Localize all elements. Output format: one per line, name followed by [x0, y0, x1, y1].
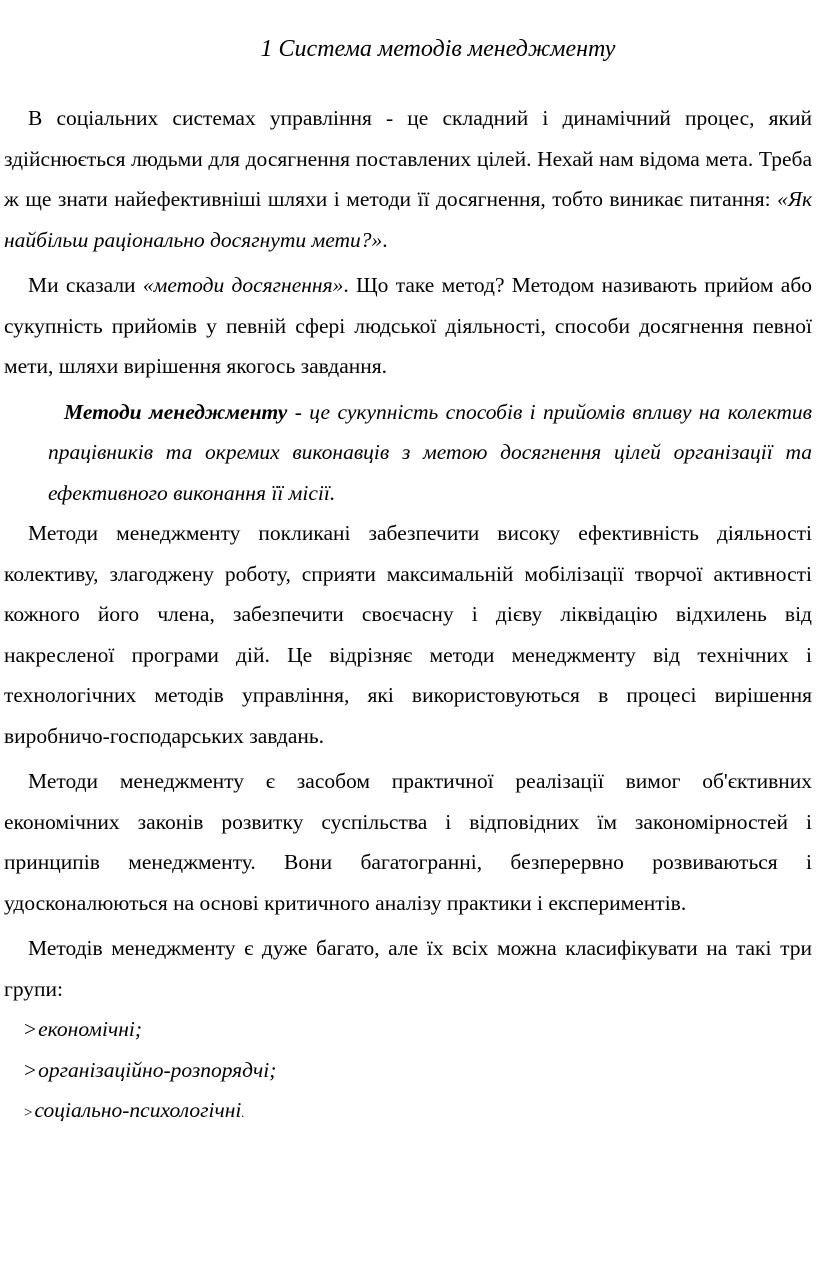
page-title: 1 Система методів менеджменту — [260, 36, 616, 62]
arrow-marker-icon: > — [24, 1017, 37, 1041]
methods-group-list — [4, 1009, 812, 1134]
arrow-marker-icon: > — [24, 1057, 37, 1082]
paragraph-2-quote: «методи досягнення» — [142, 273, 344, 297]
paragraph-1-end: . — [382, 227, 388, 252]
paragraph-2 — [4, 265, 812, 387]
list-item — [24, 1050, 812, 1091]
definition-block — [48, 392, 812, 514]
list-item-label: організаційно-розпорядчі; — [38, 1057, 277, 1082]
list-item — [24, 1090, 812, 1134]
paragraph-5: Методів менеджменту є дуже багато, але їх всіх можна класифікувати на такі три групи: — [4, 936, 812, 1001]
definition-text: - це сукупність способів і прийомів впливу на колектив працівників та окремих виконавців з метою досягнення цілей організації та ефективного виконання її місії. — [48, 399, 812, 505]
document-body — [4, 98, 812, 1134]
paragraph-1-text: В соціальних системах управління - це складний і динамічний процес, який здійснюється людьми для досягнення поставлених цілей. Нехай нам відома мета. Треба ж ще знати найефективніші шляхи і методи її досягнення, тобто виникає питання: — [4, 106, 812, 211]
list-item-label: економічні; — [38, 1017, 143, 1041]
paragraph-1-question: «Як найбільш раціонально досягнути мети?» — [4, 187, 812, 252]
paragraph-2-start: Ми сказали — [28, 273, 143, 297]
arrow-marker-icon: > — [24, 1105, 33, 1121]
definition-term: Методи менеджменту — [64, 399, 288, 424]
paragraph-4: Методи менеджменту є засобом практичної реалізації вимог об'єктивних економічних законів розвитку суспільства і відповідних їм закономірностей і принципів менеджменту. Вони багатогранні, безперервно розвиваються і удосконалюються на основі критичного аналізу практики і експериментів. — [4, 769, 812, 915]
paragraph-2-rest: . Що таке метод? Методом називають прийом або сукупність прийомів у певній сфері людської діяльності, способи досягнення певної мети, шляхи вирішення якогось завдання. — [4, 273, 813, 378]
paragraph-3: Методи менеджменту покликані забезпечити високу ефективність діяльності колективу, злагоджену роботу, сприяти максимальній мобілізації творчої активності кожного його члена, забезпечити своєчасну і дієву ліквідацію відхилень від накресленої програми дій. Це відрізняє методи менеджменту від технічних і технологічних методів управління, які використовуються в процесі вирішення виробничо-господарських завдань. — [4, 521, 812, 748]
list-item — [24, 1009, 812, 1050]
list-item-suffix: . — [241, 1105, 245, 1120]
paragraph-1 — [4, 98, 812, 260]
list-item-label: соціально-психологічні — [34, 1098, 242, 1122]
